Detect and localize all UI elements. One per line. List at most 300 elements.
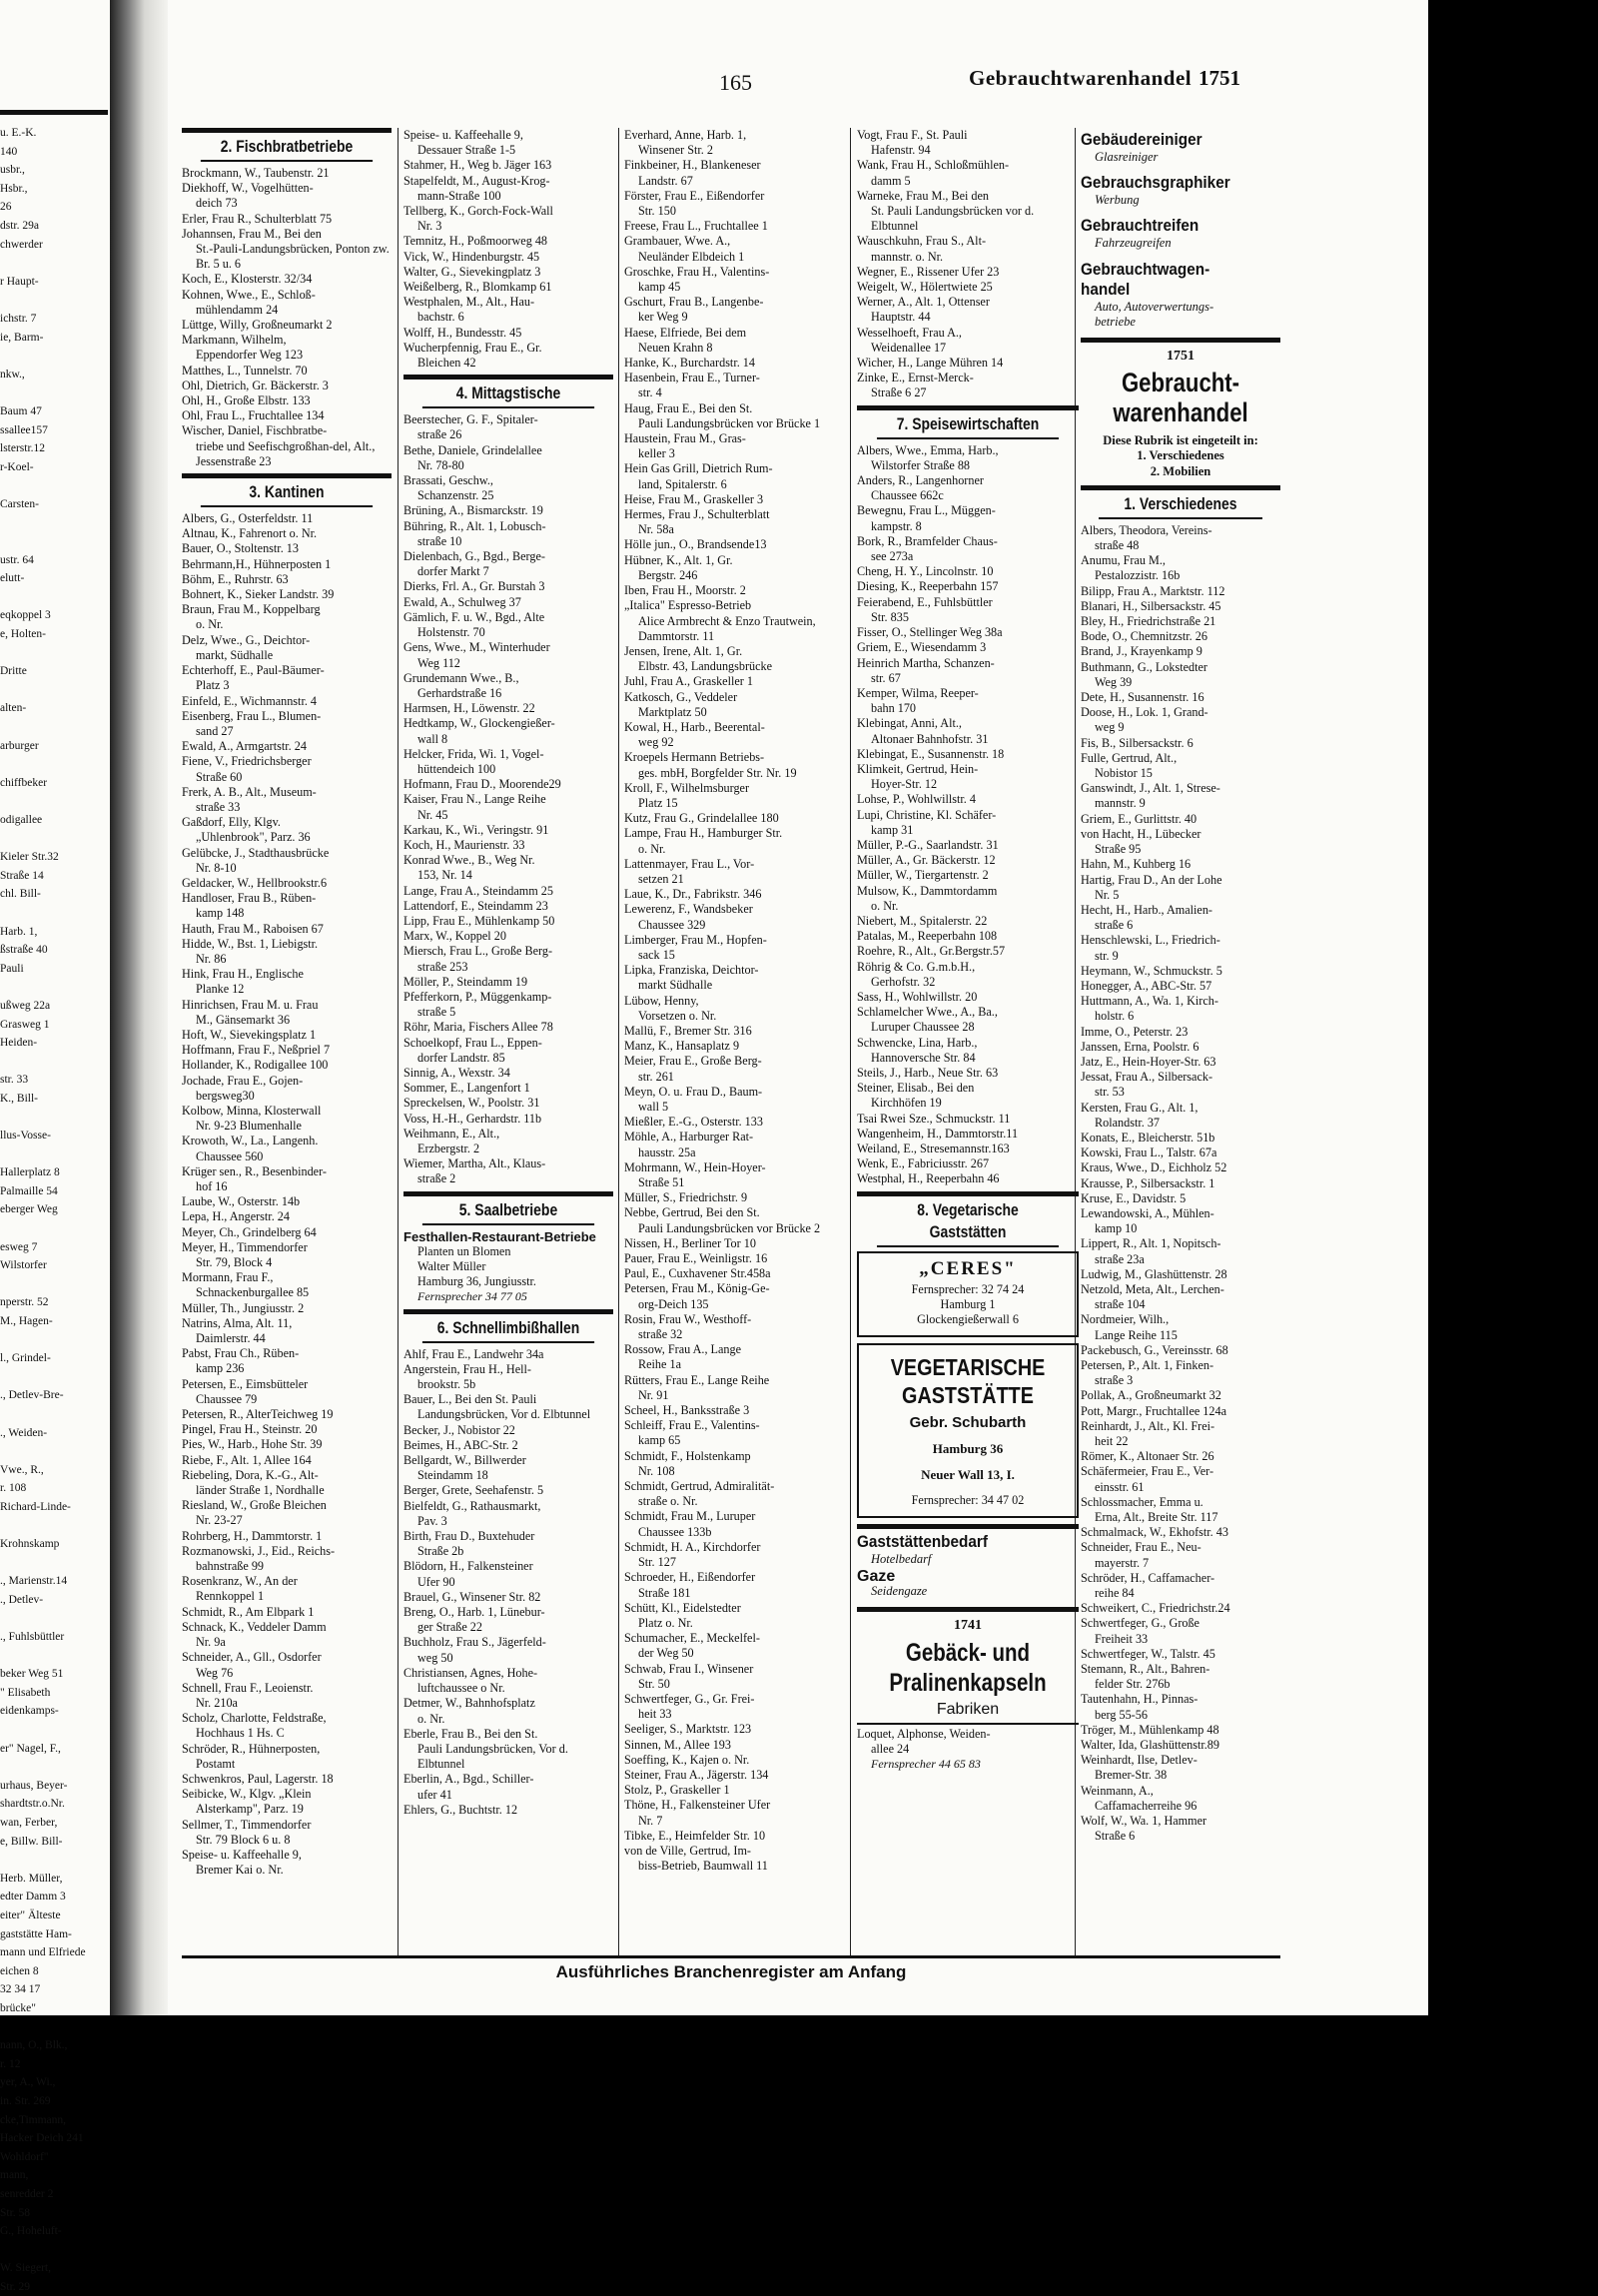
entry-line: Berger, Grete, Seehafenstr. 5	[403, 1483, 544, 1498]
entry-line: Wegner, E., Rissener Ufer 23	[857, 264, 1000, 279]
main-title-1: Gebraucht-	[1121, 368, 1240, 398]
entry-line: Sass, H., Wohlwillstr. 20	[857, 989, 978, 1004]
entry-continuation: Schnackenburgallee 85	[196, 1285, 310, 1300]
entry-line: Griem, E., Wiesendamm 3	[857, 640, 987, 655]
rubrik-text: Diese Rubrik ist eingeteilt in:	[1103, 433, 1258, 448]
entry-line: Röhr, Maria, Fischers Allee 78	[403, 1020, 553, 1035]
facing-page-line	[0, 644, 86, 663]
directory-entry	[857, 838, 1079, 853]
entry-line: Blödorn, H., Falkensteiner	[403, 1559, 533, 1574]
facing-page-line: M., Hagen-	[0, 1315, 53, 1327]
directory-entry	[1081, 599, 1280, 614]
entry-continuation: Daimlerstr. 44	[196, 1331, 266, 1346]
entry-line: Cheng, H. Y., Lincolnstr. 10	[857, 564, 994, 579]
entry-line: Schmidt, F., Holstenkamp	[624, 1448, 751, 1463]
entry-line: Müller, A., Gr. Bäckerstr. 12	[857, 853, 996, 868]
directory-entry	[1081, 1101, 1280, 1131]
directory-entry	[182, 602, 392, 632]
directory-entry	[857, 929, 1079, 944]
directory-entry	[182, 587, 392, 602]
directory-entry	[403, 1499, 613, 1529]
directory-entry	[1081, 1040, 1280, 1055]
entry-line: Hink, Frau H., Englische	[182, 967, 304, 982]
section-number-1741: 1741	[954, 1618, 982, 1634]
entry-continuation: Bergstr. 246	[638, 567, 698, 582]
entry-line: Lohse, P., Wohlwillstr. 4	[857, 792, 976, 807]
directory-entry	[624, 963, 844, 993]
entry-line: Patalas, M., Reeperbahn 108	[857, 929, 998, 944]
entry-line: Schwencke, Lina, Harb.,	[857, 1035, 978, 1050]
entry-line: Stapelfeldt, M., August-Krog-	[403, 173, 550, 188]
directory-entry	[857, 686, 1079, 716]
entry-continuation: Nr. 5	[1095, 887, 1120, 902]
facing-page-line	[0, 1219, 86, 1238]
entry-line: Loquet, Alphonse, Weiden-	[857, 1726, 991, 1741]
directory-entry	[403, 549, 613, 579]
directory-entry	[403, 792, 613, 822]
facing-page-line	[0, 1758, 86, 1777]
directory-entry	[624, 1342, 844, 1372]
section-heading-verschiedenes: 1. Verschiedenes	[1099, 493, 1262, 519]
entry-line: Birth, Frau D., Buxtehuder	[403, 1529, 535, 1544]
directory-entry	[857, 640, 1079, 655]
entry-continuation: Bremer-Str. 38	[1095, 1768, 1168, 1783]
facing-page-line: ichstr. 7	[0, 312, 37, 325]
facing-page-line: mann und Elfriede	[0, 1946, 86, 1959]
directory-entry	[403, 747, 613, 777]
entry-continuation: reihe 84	[1095, 1586, 1135, 1601]
facing-page-line	[0, 681, 86, 700]
directory-entry	[857, 1066, 1079, 1081]
entry-line: Lewandowski, A., Mühlen-	[1081, 1205, 1214, 1220]
entry-continuation: Altonaer Bahnhofstr. 31	[871, 731, 989, 746]
entry-line: Katkosch, G., Veddeler	[624, 689, 738, 704]
facing-page-line: Straße 14	[0, 869, 44, 882]
directory-entry	[182, 393, 392, 408]
entry-line: Rosenkranz, W., An der	[182, 1574, 298, 1589]
entry-continuation: brookstr. 5b	[417, 1377, 476, 1392]
directory-entry	[857, 234, 1079, 264]
directory-entry	[182, 967, 392, 997]
entry-line: Ahlf, Frau E., Landwehr 34a	[403, 1346, 544, 1361]
directory-entry	[857, 443, 1079, 473]
festhalle-phone: Fernsprecher 34 77 05	[417, 1289, 527, 1304]
entry-line: Lipka, Franziska, Deichtor-	[624, 963, 759, 978]
entry-line: Mohrmann, W., Hein-Hoyer-	[624, 1159, 766, 1174]
entry-line: Müller, Th., Jungiusstr. 2	[182, 1300, 305, 1315]
entry-line: Stemann, R., Alt., Bahren-	[1081, 1662, 1210, 1677]
directory-entry	[1081, 1160, 1280, 1175]
facing-page-line: 26	[0, 201, 12, 214]
directory-entry	[624, 507, 844, 537]
facing-page-line	[0, 830, 86, 849]
entry-continuation: hausstr. 25a	[638, 1145, 696, 1159]
directory-entry	[182, 1772, 392, 1787]
directory-entry	[624, 1768, 844, 1783]
entry-line: Ewald, A., Armgartstr. 24	[182, 739, 307, 754]
loquet-phone: Fernsprecher 44 65 83	[871, 1757, 981, 1772]
section-rule	[857, 1723, 1079, 1725]
facing-page-line	[0, 291, 86, 310]
directory-entry	[1081, 873, 1280, 903]
facing-page-line: in. Str. 269	[0, 2094, 51, 2107]
entry-line: Pauer, Frau E., Weinligstr. 16	[624, 1251, 768, 1266]
directory-entry	[857, 326, 1079, 356]
directory-entry	[182, 1377, 392, 1407]
entry-continuation: Pauli Landungsbrücken, Vor d. Elbtunnel	[417, 1741, 568, 1772]
directory-entry	[182, 1498, 392, 1528]
entry-line: Wolf, W., Wa. 1, Hammer	[1081, 1814, 1207, 1829]
facing-page-line: beker Weg 51	[0, 1668, 64, 1681]
facing-page-line: ., Detlev-	[0, 1593, 44, 1606]
entry-line: Marx, W., Koppel 20	[403, 929, 506, 944]
directory-entry	[182, 1164, 392, 1194]
directory-entry	[182, 1818, 392, 1848]
entry-line: Grambauer, Wwe. A.,	[624, 234, 731, 249]
directory-entry	[403, 1081, 613, 1096]
entry-line: Juhl, Frau A., Graskeller 1	[624, 674, 753, 689]
facing-page-line	[0, 532, 86, 551]
entry-line: Hoffmann, Frau F., Neßpriel 7	[182, 1043, 331, 1058]
directory-entry	[182, 1711, 392, 1741]
facing-page-line	[0, 1517, 86, 1536]
directory-entry	[403, 204, 613, 234]
entry-continuation: str. 53	[1095, 1085, 1125, 1100]
section-heading-mittagstische: 4. Mittagstische	[422, 383, 594, 408]
veg-title-2: GASTSTÄTTE	[902, 1382, 1034, 1409]
facing-page-line	[0, 588, 86, 607]
directory-entry	[624, 1570, 844, 1600]
entry-continuation: ker Weg 9	[638, 310, 688, 325]
entry-line: Albers, G., Osterfeldstr. 11	[182, 511, 314, 526]
directory-entry	[182, 1225, 392, 1240]
ceres-phone: Fernsprecher: 32 74 24	[911, 1281, 1025, 1296]
entry-line: Scholz, Charlotte, Feldstraße,	[182, 1711, 327, 1726]
entry-line: Kohnen, Wwe., E., Schloß-	[182, 287, 316, 302]
directory-entry	[182, 572, 392, 587]
directory-entry	[1081, 1723, 1280, 1738]
footer-text: Ausführliches Branchenregister am Anfang	[555, 1962, 907, 1981]
entry-continuation: Platz 15	[638, 795, 678, 810]
directory-entry	[403, 716, 613, 746]
directory-entry	[1081, 1571, 1280, 1601]
directory-entry	[1081, 903, 1280, 933]
entry-line: Möller, P., Steindamm 19	[403, 974, 528, 989]
directory-entry	[182, 288, 392, 318]
entry-line: Erler, Frau R., Schulterblatt 75	[182, 211, 333, 226]
directory-entry	[182, 379, 392, 393]
directory-entry	[403, 412, 613, 442]
entry-continuation: Dessauer Straße 1-5	[417, 143, 516, 158]
entry-line: Brockmann, W., Taubenstr. 21	[182, 166, 330, 180]
entry-line: Wank, Frau H., Schloßmühlen-	[857, 158, 1010, 173]
entry-line: Schwertfeger, G., Gr. Frei-	[624, 1691, 755, 1706]
entry-continuation: luftchaussee o Nr.	[417, 1681, 505, 1696]
facing-page-line: alten-	[0, 702, 27, 715]
entry-continuation: Pauli Landungsbrücken vor Brücke 1	[638, 415, 821, 430]
directory-entry	[403, 341, 613, 371]
directory-entry	[182, 1681, 392, 1711]
facing-page-line: eidenkamps-	[0, 1705, 59, 1718]
directory-entry	[403, 128, 613, 158]
directory-entry	[857, 356, 1079, 371]
directory-entry	[1081, 660, 1280, 690]
entry-line: Braun, Frau M., Koppelbarg	[182, 602, 321, 617]
directory-entry	[182, 1848, 392, 1878]
entry-continuation: Nr. 7	[638, 1813, 663, 1828]
directory-entry	[1081, 1647, 1280, 1662]
facing-page-line: Heiden-	[0, 1037, 38, 1050]
section-rule	[403, 1191, 613, 1196]
directory-entry	[182, 408, 392, 423]
directory-entry	[624, 1844, 844, 1874]
entry-continuation: Bleichen 42	[417, 356, 476, 371]
entry-line: Schnell, Frau F., Leoienstr.	[182, 1680, 314, 1695]
entry-continuation: Elbstr. 43, Landungsbrücke	[638, 659, 773, 674]
directory-entry	[403, 1347, 613, 1362]
entry-continuation: Ufer 90	[417, 1574, 455, 1589]
directory-entry	[182, 998, 392, 1028]
directory-entry	[403, 1483, 613, 1498]
entry-line: Markmann, Wilhelm,	[182, 333, 287, 348]
facing-page-line: Hallerplatz 8	[0, 1166, 60, 1179]
directory-entry	[1081, 1236, 1280, 1266]
entry-line: von Hacht, H., Lübecker	[1081, 826, 1201, 841]
directory-entry	[624, 1160, 844, 1190]
entry-continuation: bergsweg30	[196, 1088, 255, 1103]
entry-line: Schmidt, Gertrud, Admiralität-	[624, 1479, 775, 1494]
entry-line: Kroepels Hermann Betriebs-	[624, 750, 765, 765]
entry-line: Schleiff, Frau E., Valentins-	[624, 1418, 760, 1433]
entry-continuation: hüttendeich 100	[417, 761, 496, 776]
entry-continuation: straße 23a	[1095, 1251, 1145, 1266]
directory-entry	[403, 503, 613, 518]
entry-continuation: mayerstr. 7	[1095, 1555, 1150, 1570]
directory-entry	[182, 663, 392, 693]
entry-line: Röhrig & Co. G.m.b.H.,	[857, 959, 976, 974]
entry-line: Sinnen, M., Allee 193	[624, 1737, 731, 1752]
entry-line: Reinhardt, J., Alt., Kl. Frei-	[1081, 1418, 1215, 1433]
edge-bleed-text	[1288, 200, 1408, 1898]
entry-line: Bley, H., Friedrichstraße 21	[1081, 614, 1216, 629]
entry-line: Schröder, H., Caffamacher-	[1081, 1570, 1215, 1585]
entry-continuation: heit 33	[638, 1707, 672, 1722]
directory-entry	[624, 1449, 844, 1479]
entry-continuation: Bremer Kai o. Nr.	[196, 1863, 284, 1878]
directory-entry	[403, 884, 613, 899]
entry-continuation: setzen 21	[638, 871, 684, 886]
entry-line: Müller, P.-G., Saarlandstr. 31	[857, 837, 999, 852]
facing-page-line: Hacker Deich 241	[0, 2132, 84, 2145]
directory-entry	[1081, 705, 1280, 735]
heading-gebrauchsgraphiker: Gebrauchsgraphiker	[1081, 173, 1230, 193]
entry-line: Ewald, A., Schulweg 37	[403, 594, 521, 609]
entry-continuation: Nr. 9-23 Blumenhalle	[196, 1119, 302, 1134]
directory-entry	[182, 1316, 392, 1346]
entry-line: Hölle jun., O., Brandsende13	[624, 537, 767, 552]
entry-continuation: berg 55-56	[1095, 1707, 1148, 1722]
entry-line: Scheel, H., Banksstraße 3	[624, 1403, 750, 1418]
directory-entry	[624, 720, 844, 750]
entry-line: Lippert, R., Alt. 1, Nopitsch-	[1081, 1236, 1221, 1251]
entry-line: Konrad Wwe., B., Weg Nr.	[403, 853, 535, 868]
entry-line: Wicher, H., Lange Mühren 14	[857, 356, 1004, 371]
facing-page-line: arburger	[0, 739, 39, 752]
entry-line: Janssen, Erna, Poolstr. 6	[1081, 1039, 1199, 1054]
entry-line: Westphal, H., Reeperbahn 46	[857, 1171, 1000, 1186]
directory-entry	[857, 128, 1079, 158]
entry-continuation: straße 26	[417, 427, 462, 442]
facing-page-line	[0, 1405, 86, 1424]
entry-line: Gämlich, F. u. W., Bgd., Alte	[403, 609, 545, 624]
kantinen-list	[182, 511, 392, 1878]
facing-page-line: Harb. 1,	[0, 925, 38, 938]
entry-line: Brauel, G., Winsener Str. 82	[403, 1589, 541, 1604]
facing-page-line: usbr.,	[0, 164, 25, 177]
directory-entry	[182, 694, 392, 709]
entry-line: Müller, S., Friedrichstr. 9	[624, 1190, 748, 1205]
entry-line: Laue, K., Dr., Fabrikstr. 346	[624, 887, 762, 902]
directory-entry	[182, 1043, 392, 1058]
directory-entry	[403, 1529, 613, 1559]
facing-page-line	[0, 347, 86, 366]
entry-line: Hübner, K., Alt. 1, Gr.	[624, 552, 733, 567]
facing-page-line: " Elisabeth	[0, 1686, 51, 1699]
entry-line: Ohl, H., Große Elbstr. 133	[182, 393, 311, 408]
entry-continuation: Nr. 210a	[196, 1695, 238, 1710]
directory-entry	[182, 1194, 392, 1209]
facing-page-line: Herb. Müller,	[0, 1872, 63, 1885]
facing-page-line: cke,Timmann,	[0, 2113, 67, 2126]
entry-continuation: kamp 10	[1095, 1221, 1138, 1236]
ceres-name: „CERES"	[919, 1257, 1017, 1279]
entry-line: Riebeling, Dora, K.-G., Alt-	[182, 1467, 319, 1482]
directory-entry	[403, 914, 613, 929]
entry-line: Weinhardt, Ilse, Detlev-	[1081, 1753, 1198, 1768]
directory-entry	[857, 1005, 1079, 1035]
entry-continuation: biss-Betrieb, Baumwall 11	[638, 1859, 768, 1874]
page-footer	[182, 1955, 1280, 1982]
entry-line: Rossow, Frau A., Lange	[624, 1342, 742, 1357]
directory-entry	[857, 595, 1079, 625]
entry-line: Lewerenz, F., Wandsbeker	[624, 902, 753, 917]
entry-line: Ganswindt, J., Alt. 1, Strese-	[1081, 781, 1220, 796]
directory-entry	[403, 823, 613, 838]
entry-line: Ohl, Dietrich, Gr. Bäckerstr. 3	[182, 378, 329, 392]
entry-continuation: Neuländer Elbdeich 1	[638, 249, 745, 264]
facing-page-line	[0, 1275, 86, 1294]
entry-line: Fulle, Gertrud, Alt.,	[1081, 750, 1178, 765]
directory-entry	[403, 1438, 613, 1453]
entry-line: Fiene, V., Friedrichsberger	[182, 754, 312, 769]
entry-line: „Italica" Espresso-Betrieb	[624, 598, 752, 613]
directory-entry	[857, 158, 1079, 188]
entry-line: Henschlewski, L., Friedrich-	[1081, 933, 1220, 948]
facing-page-line: K., Bill-	[0, 1092, 39, 1105]
directory-entry	[857, 792, 1079, 807]
facing-page-line: 32 34 17	[0, 1983, 41, 1996]
facing-page-line: Dritte	[0, 665, 27, 678]
directory-entry	[857, 189, 1079, 235]
facing-page-line: str. 33	[0, 1074, 29, 1087]
entry-line: Temnitz, H., Poßmoorweg 48	[403, 234, 548, 249]
facing-page-line: Vwe., R.,	[0, 1463, 44, 1476]
entry-line: Ludwig, M., Glashüttenstr. 28	[1081, 1266, 1227, 1281]
directory-entry	[857, 295, 1079, 325]
entry-line: Kersten, Frau G., Alt. 1,	[1081, 1100, 1198, 1115]
facing-page-line	[0, 1331, 86, 1350]
entry-line: Kutz, Frau G., Grindelallee 180	[624, 811, 779, 826]
heading-gebrauchtwagenhandel: Gebrauchtwagen-handel	[1081, 259, 1210, 299]
entry-line: Steiner, Elisab., Bei den	[857, 1081, 975, 1096]
directory-entry	[624, 401, 844, 431]
entry-line: Imme, O., Peterstr. 23	[1081, 1024, 1189, 1039]
facing-page-line	[0, 254, 86, 273]
directory-entry	[624, 1251, 844, 1266]
speisewirtschaften-list	[857, 443, 1079, 1187]
column-divider	[618, 128, 619, 1955]
entry-line: Groschke, Frau H., Valentins-	[624, 264, 770, 279]
entry-line: Jensen, Irene, Alt. 1, Gr.	[624, 643, 743, 658]
facing-page-line: eberger Weg	[0, 1203, 58, 1216]
entry-line: Soeffing, K., Kajen o. Nr.	[624, 1752, 750, 1767]
facing-page-line	[0, 1851, 86, 1870]
schnellimbiss-list	[403, 1347, 613, 1818]
fischbrat-list	[182, 166, 392, 469]
entry-line: Hinrichsen, Frau M. u. Frau	[182, 997, 319, 1012]
section-heading-schnellimbiss: 6. Schnellimbißhallen	[422, 1317, 594, 1343]
directory-entry	[857, 960, 1079, 990]
subheading-seidengaze: Seidengaze	[871, 1584, 928, 1599]
entry-continuation: Straße 6	[1095, 1829, 1136, 1844]
facing-page-line: elutt-	[0, 572, 25, 585]
facing-page-line: Palmaille 54	[0, 1184, 58, 1197]
entry-line: Netzold, Meta, Alt., Lerchen-	[1081, 1281, 1224, 1296]
directory-entry	[182, 891, 392, 921]
directory-entry	[1081, 553, 1280, 583]
entry-line: Christiansen, Agnes, Hohe-	[403, 1665, 538, 1680]
entry-line: Brassati, Geschw.,	[403, 473, 493, 488]
directory-entry	[182, 1650, 392, 1680]
vegetarische-gaststaette-ad	[857, 1343, 1079, 1517]
facing-page-line	[0, 1647, 86, 1666]
directory-entry	[624, 1722, 844, 1737]
directory-entry	[1081, 584, 1280, 599]
subheading-autoverwertung: Auto, Autoverwertungs-betriebe	[1095, 299, 1214, 329]
entry-continuation: damm 5	[871, 173, 911, 188]
facing-page-line: gaststätte Ham-	[0, 1927, 72, 1940]
entry-line: Roehre, R., Alt., Gr.Bergstr.57	[857, 944, 1006, 959]
entry-continuation: der Weg 50	[638, 1646, 694, 1661]
facing-page-line: er" Nagel, F.,	[0, 1742, 61, 1755]
entry-continuation: Alsterkamp", Parz. 19	[196, 1802, 304, 1817]
entry-line: Honegger, A., ABC-Str. 57	[1081, 978, 1212, 993]
entry-continuation: weg 9	[1095, 720, 1125, 735]
entry-line: Bethe, Daniele, Grindelallee	[403, 442, 542, 457]
entry-line: Speise- u. Kaffeehalle 9,	[403, 128, 523, 142]
directory-entry	[182, 922, 392, 937]
entry-continuation: felder Str. 276b	[1095, 1677, 1171, 1692]
entry-continuation: Kirchhöfen 19	[871, 1096, 942, 1111]
entry-line: Angerstein, Frau H., Hell-	[403, 1361, 531, 1376]
directory-entry	[1081, 1206, 1280, 1236]
entry-line: Krowoth, W., La., Langenh.	[182, 1134, 319, 1148]
facing-page-line	[0, 1721, 86, 1740]
entry-line: Buthmann, G., Lokstedter	[1081, 659, 1207, 674]
directory-entry	[182, 541, 392, 556]
entry-line: Gaßdorf, Elly, Klgv.	[182, 815, 281, 830]
entry-line: Meyer, Ch., Grindelberg 64	[182, 1224, 317, 1239]
